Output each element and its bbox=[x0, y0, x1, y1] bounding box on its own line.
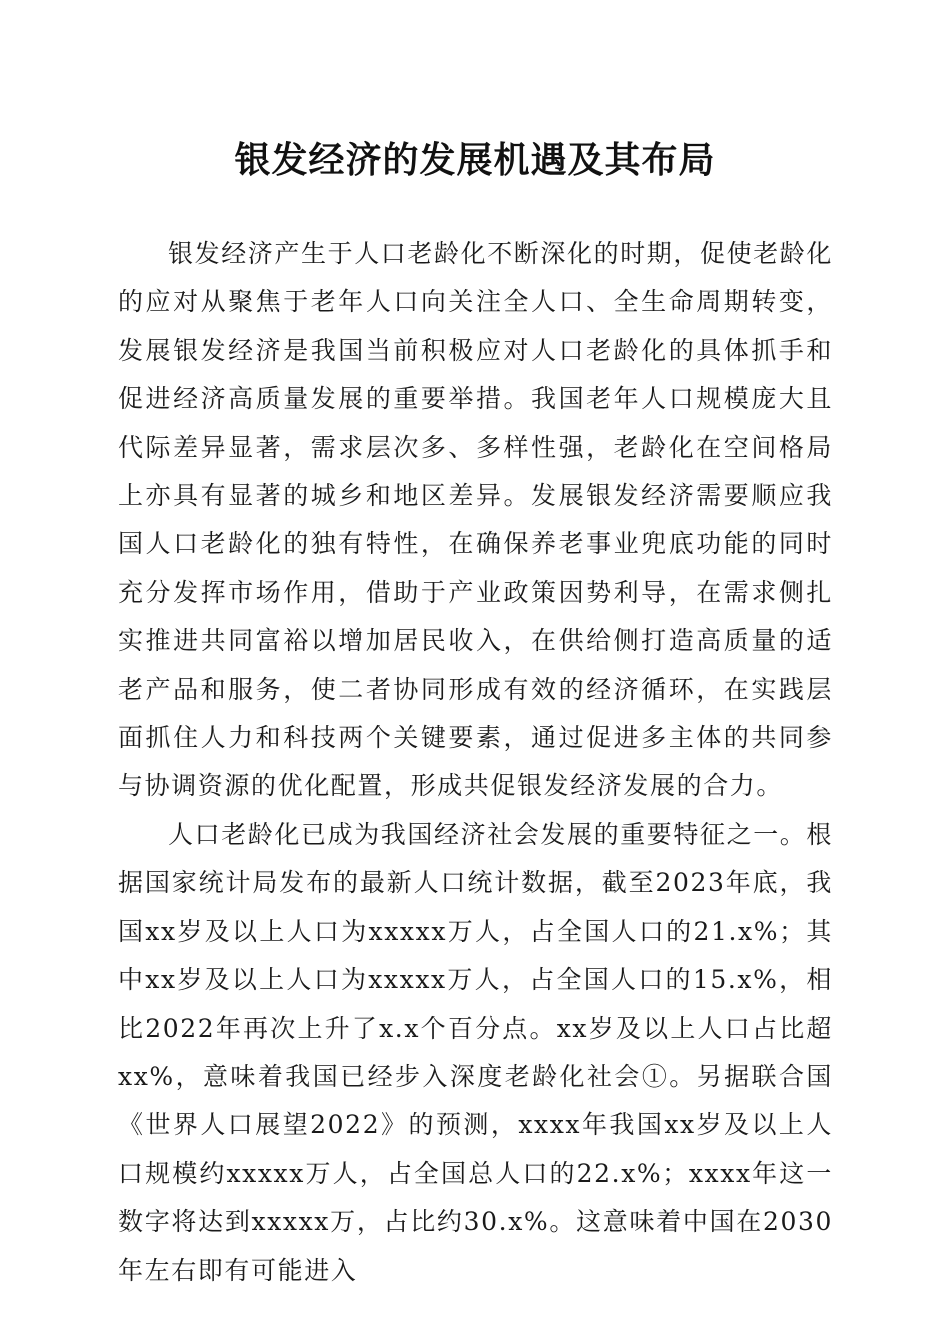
document-body bbox=[118, 230, 833, 1295]
paragraph-intro: 银发经济产生于人口老龄化不断深化的时期，促使老龄化的应对从聚焦于老年人口向关注全人口、全生命周期转变，发展银发经济是我国当前积极应对人口老龄化的具体抓手和促进经济高质量发展的重要举措。我国老年人口规模庞大且代际差异显著，需求层次多、多样性强，老龄化在空间格局上亦具有显著的城乡和地区差异。发展银发经济需要顺应我国人口老龄化的独有特性，在确保养老事业兜底功能的同时充分发挥市场作用，借助于产业政策因势利导，在需求侧扎实推进共同富裕以增加居民收入，在供给侧打造高质量的适老产品和服务，使二者协同形成有效的经济循环，在实践层面抓住人力和科技两个关键要素，通过促进多主体的共同参与协调资源的优化配置，形成共促银发经济发展的合力。 bbox=[118, 239, 834, 801]
paragraph-aging-stats: 人口老龄化已成为我国经济社会发展的重要特征之一。根据国家统计局发布的最新人口统计数据，截至2023年底，我国xx岁及以上人口为xxxxx万人，占全国人口的21.x%；其中xx岁及以上人口为xxxxx万人，占全国人口的15.x%，相比2022年再次上升了x.x个百分点。xx岁及以上人口占比超xx%，意味着我国已经步入深度老龄化社会①。另据联合国《世界人口展望2022》的预测，xxxx年我国xx岁及以上人口规模约xxxxx万人，占全国总人口的22.x%；xxxx年这一数字将达到xxxxx万，占比约30.x%。这意味着中国在2030年左右即有可能进入 bbox=[118, 819, 834, 1285]
document-title: 银发经济的发展机遇及其布局 bbox=[234, 139, 716, 181]
